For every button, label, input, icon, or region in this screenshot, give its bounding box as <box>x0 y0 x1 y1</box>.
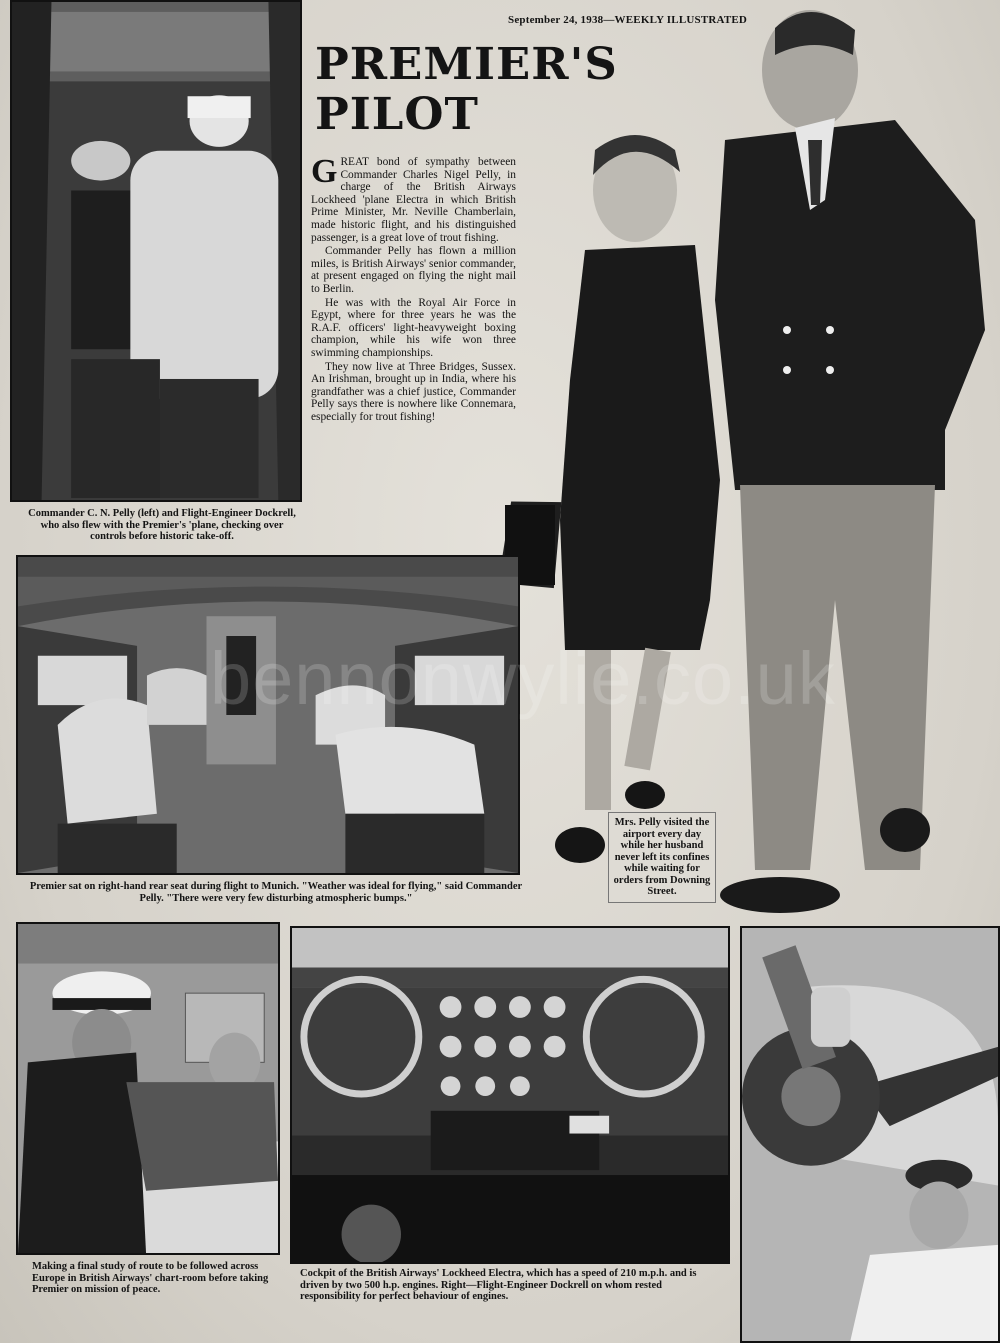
article-paragraph-3: He was with the Royal Air Force in Egypt, where for three years he was the R.A.F. officers' light-heavyweight boxing champion, while his wife won three swimming championships. <box>311 296 516 359</box>
photo-chart-room <box>16 922 280 1255</box>
caption-cockpit-crew: Commander C. N. Pelly (left) and Flight-Engineer Dockrell, who also flew with the Premier's 'plane, checking over controls before historic take-off. <box>28 508 296 542</box>
photo-engineer <box>740 926 1000 1343</box>
article-paragraph-1: GREAT bond of sympathy between Commander Charles Nigel Pelly, in charge of the British Airways Lockheed 'plane Electra in which British Prime Minister, Mr. Neville Chamberlain, made historic flight, and his distinguished passenger, is a great love of trout fishing. <box>311 153 516 244</box>
photo-couple <box>475 0 995 930</box>
photo-cockpit-panel <box>290 926 730 1264</box>
caption-cockpit-panel: Cockpit of the British Airways' Lockheed Electra, which has a speed of 210 m.p.h. and is driven by two 500 h.p. engines. Right—Flight-Engineer Dockrell on whom rested responsibility for perfect behaviour of engines. <box>300 1268 697 1302</box>
caption-cabin: Premier sat on right-hand rear seat during flight to Munich. "Weather was ideal for flying," said Commander Pelly. "There were very few disturbing atmospheric bumps." <box>29 881 523 904</box>
photo-cockpit-crew <box>10 0 302 502</box>
caption-couple: Mrs. Pelly visited the airport every day while her husband never left its confines while waiting for orders from Downing Street. <box>608 812 716 903</box>
photo-cabin <box>16 555 520 875</box>
article-paragraph-2: Commander Pelly has flown a million miles, is British Airways' senior commander, at present engaged on flying the night mail to Berlin. <box>311 245 516 295</box>
page-header: September 24, 1938—WEEKLY ILLUSTRATED <box>508 14 748 26</box>
drop-cap: G <box>311 153 338 190</box>
article-paragraph-4: They now live at Three Bridges, Sussex. An Irishman, brought up in India, where his grandfather was a chief justice, Commander Pelly says there is nowhere like Connemara, especially for trout fishing! <box>311 360 516 423</box>
headline-line-1: PREMIER'S <box>315 39 618 90</box>
headline-line-2: PILOT <box>315 89 479 140</box>
watermark: bennonwylie.co.uk <box>210 637 836 720</box>
caption-chart-room: Making a final study of route to be followed across Europe in British Airways' chart-room before taking Premier on mission of peace. <box>32 1261 269 1295</box>
